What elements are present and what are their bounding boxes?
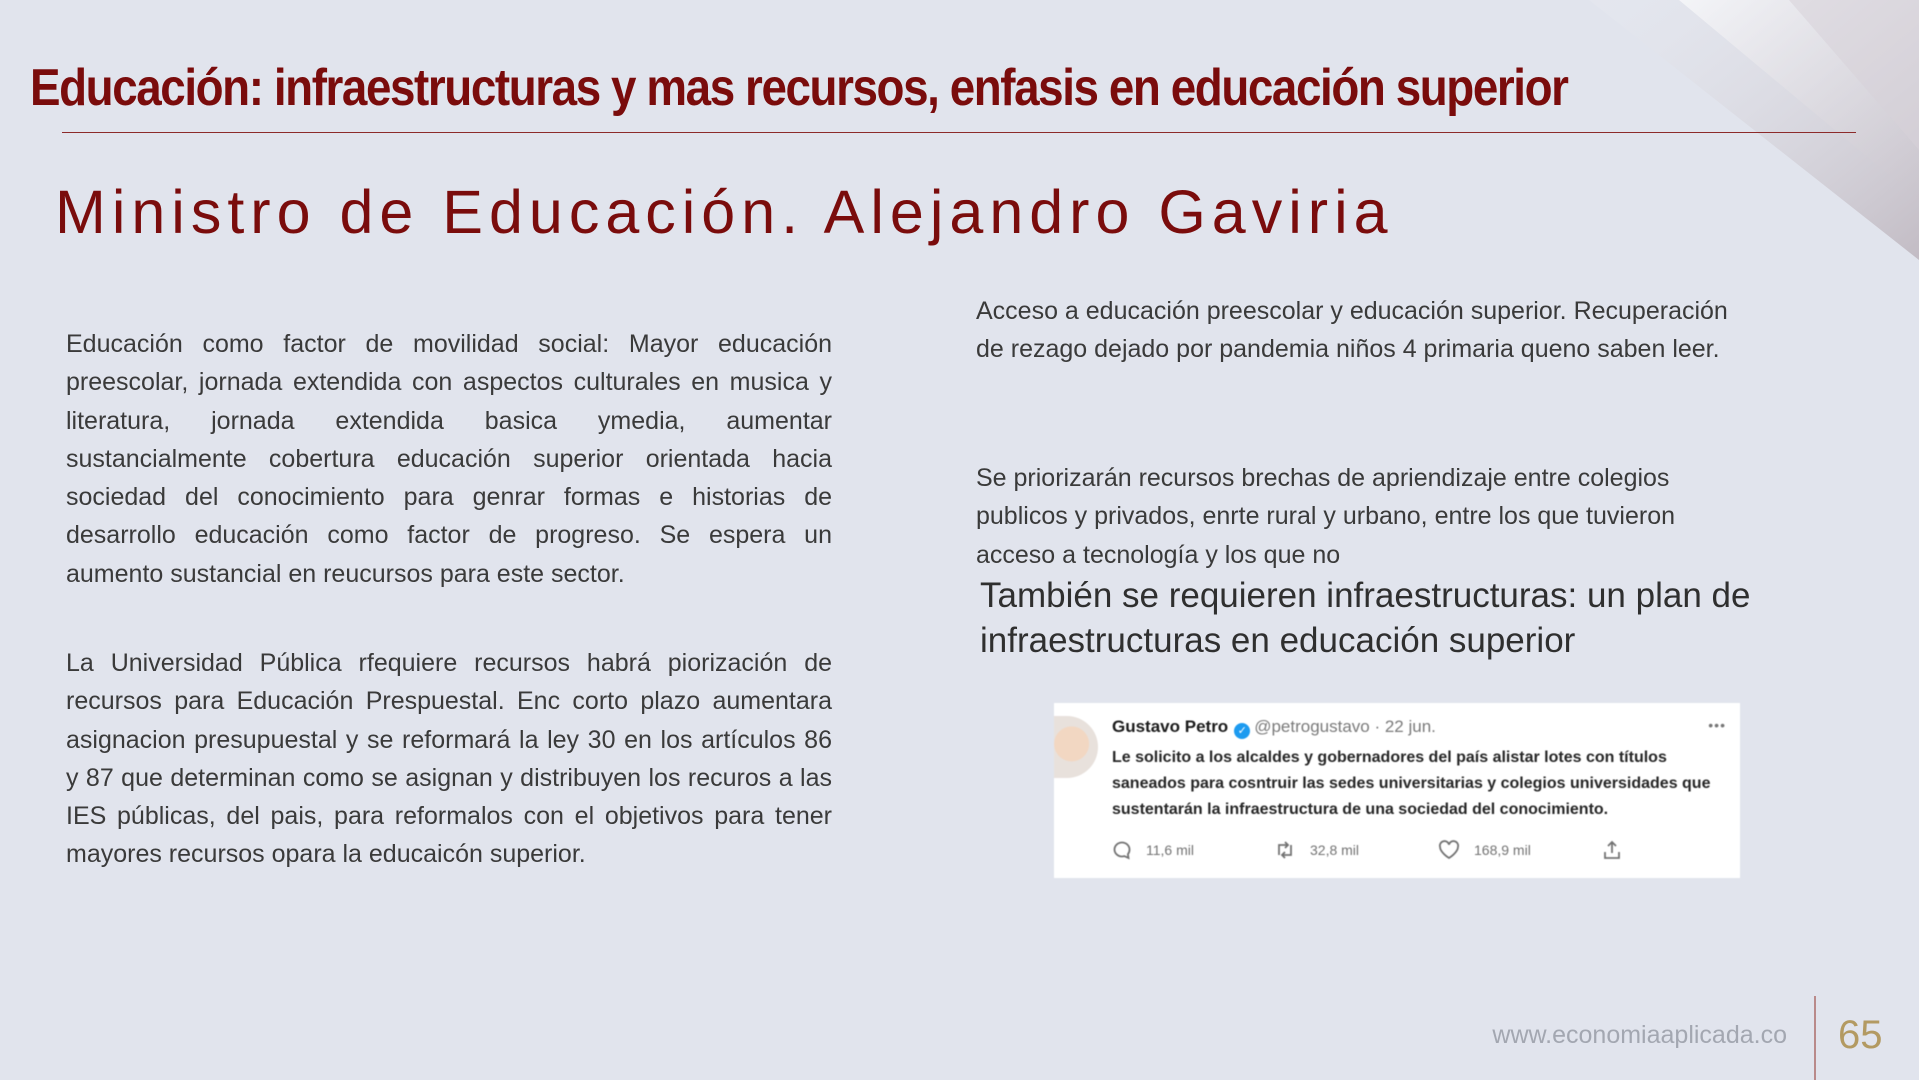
- slide-subtitle: Ministro de Educación. Alejandro Gaviria: [55, 178, 1394, 246]
- tweet-retweet: [1274, 840, 1359, 860]
- like-icon: [1438, 840, 1460, 860]
- title-underline: [62, 132, 1856, 133]
- tweet-reply: [1112, 840, 1194, 860]
- corner-decoration: [1499, 0, 1919, 260]
- retweet-icon: [1274, 840, 1296, 860]
- footer-website: www.economiaaplicada.co: [1492, 1021, 1787, 1049]
- tweet-text: Le solicito a los alcaldes y gobernadores del país alistar lotes con títulos saneados para cosntruir las sedes universitarias y colegios universidades que sustentarán la infraestructura de una sociedad del conocimiento.: [1112, 749, 1711, 818]
- slide-title: Educación: infraestructuras y mas recursos, enfasis en educación superior: [30, 59, 1568, 117]
- tweet-like: [1438, 840, 1531, 860]
- tweet-actions: [1112, 840, 1712, 864]
- tweet-share: [1602, 840, 1636, 860]
- right-paragraph-2: Se priorizarán recursos brechas de apriendizaje entre colegios publicos y privados, enrte rural y urbano, entre los que tuvieron acceso a tecnología y los que no: [976, 464, 1675, 569]
- reply-count: 11,6 mil: [1146, 842, 1194, 858]
- infrastructure-highlight: También se requieren infraestructuras: un plan de infraestructuras en educación superior: [980, 576, 1751, 660]
- right-paragraph-1: Acceso a educación preescolar y educación superior. Recuperación de rezago dejado por pandemia niños 4 primaria queno saben leer.: [976, 297, 1728, 364]
- tweet-screenshot: [1054, 703, 1740, 878]
- reply-icon: [1112, 840, 1132, 860]
- tweet-handle-date: @petrogustavo · 22 jun.: [1254, 717, 1436, 736]
- share-icon: [1602, 840, 1622, 860]
- page-number: 65: [1838, 1013, 1883, 1057]
- tweet-author-name: Gustavo Petro: [1112, 717, 1229, 736]
- like-count: 168,9 mil: [1474, 842, 1531, 858]
- tweet-header: [1112, 717, 1436, 739]
- left-paragraph-2: La Universidad Pública rfequiere recursos habrá piorización de recursos para Educación Prespuestal. Enc corto plazo aumentara asignacion presupuestal y se reformará la ley 30 en los artículos 86 y 87 que determinan como se asignan y distribuyen los recuros a las IES públicas, del pais, para reformalos con el objetivos para tener mayores recursos opara la educaicón superior.: [66, 649, 832, 869]
- more-options-icon: •••: [1708, 717, 1726, 733]
- left-paragraph-1: Educación como factor de movilidad social: Mayor educación preescolar, jornada extendida con aspectos culturales en musica y literatura, jornada extendida basica ymedia, aumentar sustancialmente cobertura educación superior orientada hacia sociedad del conocimiento para genrar formas e historias de desarrollo educación como factor de progreso. Se espera un aumento sustancial en reucursos para este sector.: [66, 330, 832, 588]
- footer-divider: [1814, 996, 1816, 1080]
- avatar: [1054, 716, 1098, 778]
- verified-badge-icon: ✓: [1234, 723, 1250, 739]
- retweet-count: 32,8 mil: [1310, 842, 1360, 858]
